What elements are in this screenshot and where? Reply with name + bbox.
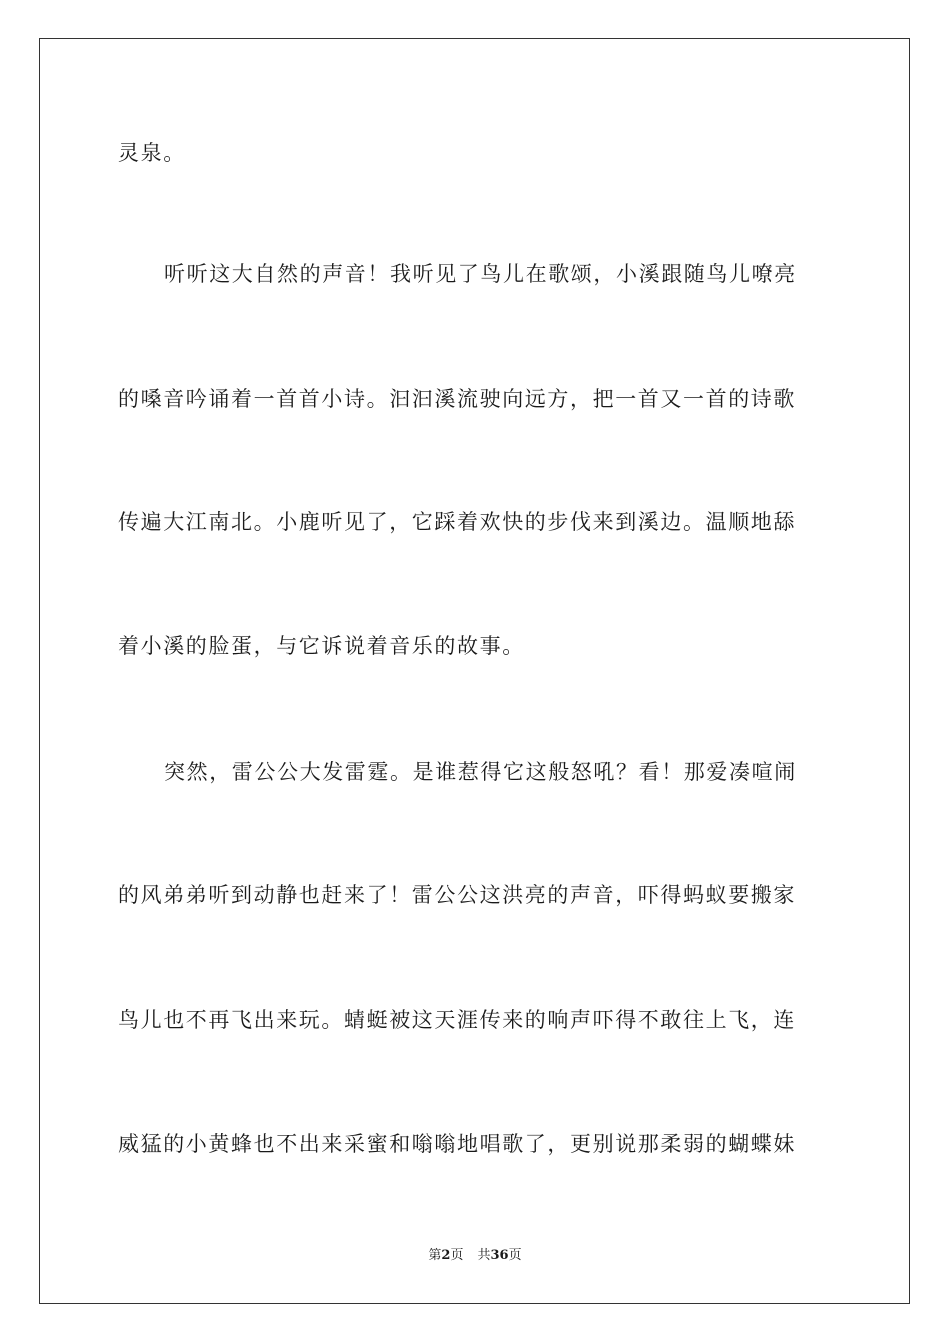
text-line: 的风弟弟听到动静也赶来了！雷公公这洪亮的声音，吓得蚂蚁要搬家 [118, 883, 796, 907]
text-line: 威猛的小黄蜂也不出来采蜜和嗡嗡地唱歌了，更别说那柔弱的蝴蝶妹 [118, 1132, 796, 1156]
page-footer [0, 1247, 950, 1265]
page-suffix: 页 [450, 1248, 464, 1263]
text-line: 灵泉。 [118, 141, 186, 165]
text-line: 的嗓音吟诵着一首首小诗。汩汩溪流驶向远方，把一首又一首的诗歌 [118, 387, 796, 411]
paragraph-start-line: 突然，雷公公大发雷霆。是谁惹得它这般怒吼？看！那爱凑喧闹 [164, 760, 797, 784]
page-border [39, 38, 910, 1304]
total-pages: 36 [490, 1248, 509, 1263]
text-line: 着小溪的脸蛋，与它诉说着音乐的故事。 [118, 634, 525, 658]
page-number: 2 [441, 1248, 451, 1263]
text-line: 鸟儿也不再飞出来玩。蜻蜓被这天涯传来的响声吓得不敢往上飞，连 [118, 1008, 796, 1032]
total-suffix: 页 [508, 1248, 522, 1263]
paragraph-start-line: 听听这大自然的声音！我听见了鸟儿在歌颂，小溪跟随鸟儿嘹亮 [164, 262, 797, 286]
text-line: 传遍大江南北。小鹿听见了，它踩着欢快的步伐来到溪边。温顺地舔 [118, 510, 796, 534]
page-prefix: 第 [428, 1248, 442, 1263]
total-prefix: 共 [477, 1248, 491, 1263]
